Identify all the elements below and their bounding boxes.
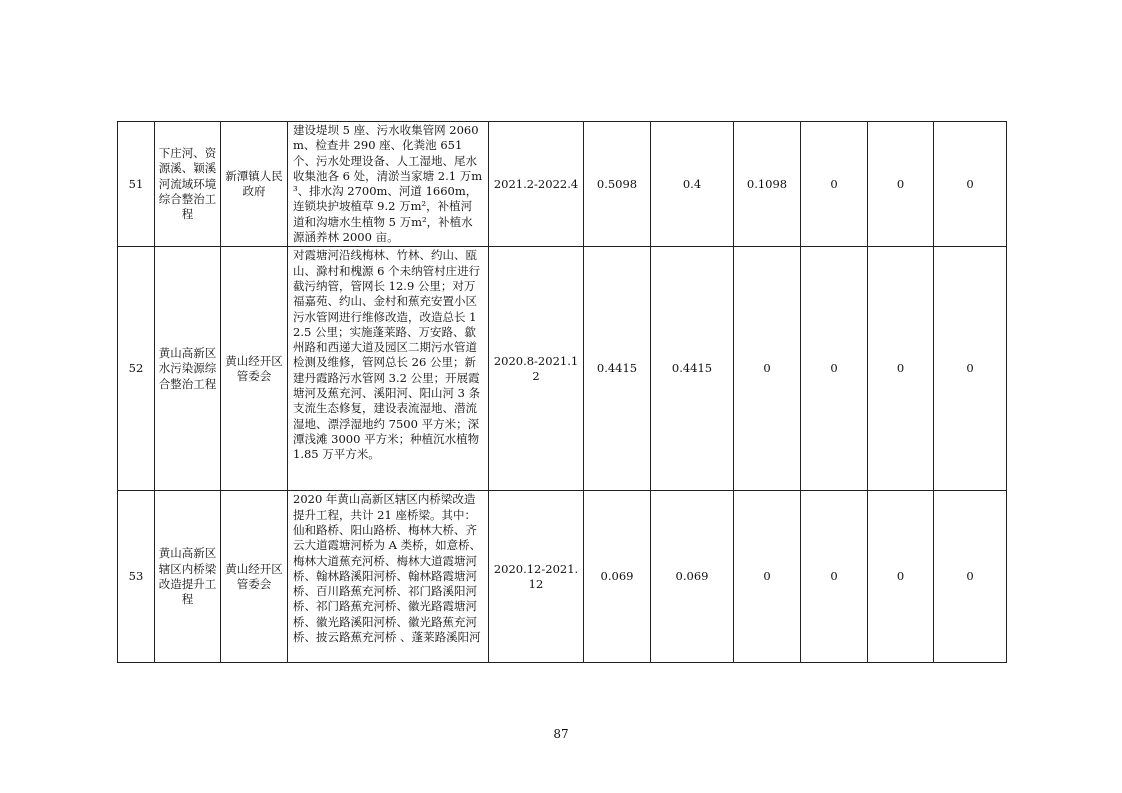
table-row bbox=[118, 122, 1007, 247]
row-number: 52 bbox=[118, 247, 155, 491]
project-content: 2020 年黄山高新区辖区内桥梁改造提升工程，共计 21 座桥梁。其中：仙和路桥、阳山路桥、梅林大桥、齐云大道霞塘河桥为 A 类桥，如意桥、梅林大道蕉充河桥、梅林大道霞塘河桥、翰林路溪阳河桥、翰林路霞塘河桥、百川路蕉充河桥、祁门路溪阳河桥、祁门路蕉充河桥、徽光路霞塘河桥、徽光路溪阳河桥、徽光路蕉充河桥、披云路蕉充河桥 、蓬莱路溪阳河 bbox=[288, 491, 489, 663]
project-name: 黄山高新区辖区内桥梁改造提升工程 bbox=[155, 491, 221, 663]
value-cell-6: 0 bbox=[934, 122, 1007, 247]
page-number: 87 bbox=[553, 727, 569, 741]
value-cell-1: 0.5098 bbox=[584, 122, 651, 247]
project-content: 建设堤坝 5 座、污水收集管网 2060m、检查井 290 座、化粪池 651 个、污水处理设备、人工湿地、尾水收集池各 6 处，清淤当家塘 2.1 万m³、排水沟 2700m、河道 1660m，连锁块护坡植草 9.2 万m²，补植河道和沟塘水生植物 5 万m²，补植水源涵养林 2000 亩。 bbox=[288, 122, 489, 247]
project-content: 对霞塘河沿线梅林、竹林、约山、瓯山、滁村和槐源 6 个未纳管村庄进行截污纳管，管网长 12.9 公里；对万福嘉苑、约山、金村和蕉充安置小区污水管网进行维修改造，改造总长 12.5 公里；实施蓬莱路、万安路、歙州路和西递大道及园区二期污水管道检测及维修，管网总长 26 公里；新建丹霞路污水管网 3.2 公里；开展霞塘河及蕉充河、溪阳河、阳山河 3 条支流生态修复，建设表流湿地、潜流湿地、漂浮湿地约 7500 平方米；深潭浅滩 3000 平方米；种植沉水植物 1.85 万平方米。 bbox=[288, 247, 489, 491]
value-cell-3: 0.1098 bbox=[734, 122, 801, 247]
value-cell-2: 0.4 bbox=[651, 122, 734, 247]
project-period: 2020.12-2021.12 bbox=[489, 491, 584, 663]
value-cell-6: 0 bbox=[934, 491, 1007, 663]
responsible-unit: 黄山经开区管委会 bbox=[221, 247, 288, 491]
table-row bbox=[118, 247, 1007, 491]
value-cell-3: 0 bbox=[734, 247, 801, 491]
project-period: 2021.2-2022.4 bbox=[489, 122, 584, 247]
project-name: 下庄河、资源溪、颖溪河流域环境综合整治工程 bbox=[155, 122, 221, 247]
value-cell-4: 0 bbox=[801, 491, 868, 663]
project-period: 2020.8-2021.12 bbox=[489, 247, 584, 491]
responsible-unit: 黄山经开区管委会 bbox=[221, 491, 288, 663]
value-cell-5: 0 bbox=[868, 247, 934, 491]
table-row bbox=[118, 491, 1007, 663]
value-cell-5: 0 bbox=[868, 122, 934, 247]
value-cell-1: 0.4415 bbox=[584, 247, 651, 491]
value-cell-1: 0.069 bbox=[584, 491, 651, 663]
row-number: 51 bbox=[118, 122, 155, 247]
project-table bbox=[117, 121, 1007, 663]
value-cell-4: 0 bbox=[801, 247, 868, 491]
value-cell-3: 0 bbox=[734, 491, 801, 663]
responsible-unit: 新潭镇人民政府 bbox=[221, 122, 288, 247]
value-cell-4: 0 bbox=[801, 122, 868, 247]
row-number: 53 bbox=[118, 491, 155, 663]
value-cell-6: 0 bbox=[934, 247, 1007, 491]
value-cell-5: 0 bbox=[868, 491, 934, 663]
project-name: 黄山高新区水污染源综合整治工程 bbox=[155, 247, 221, 491]
value-cell-2: 0.4415 bbox=[651, 247, 734, 491]
value-cell-2: 0.069 bbox=[651, 491, 734, 663]
